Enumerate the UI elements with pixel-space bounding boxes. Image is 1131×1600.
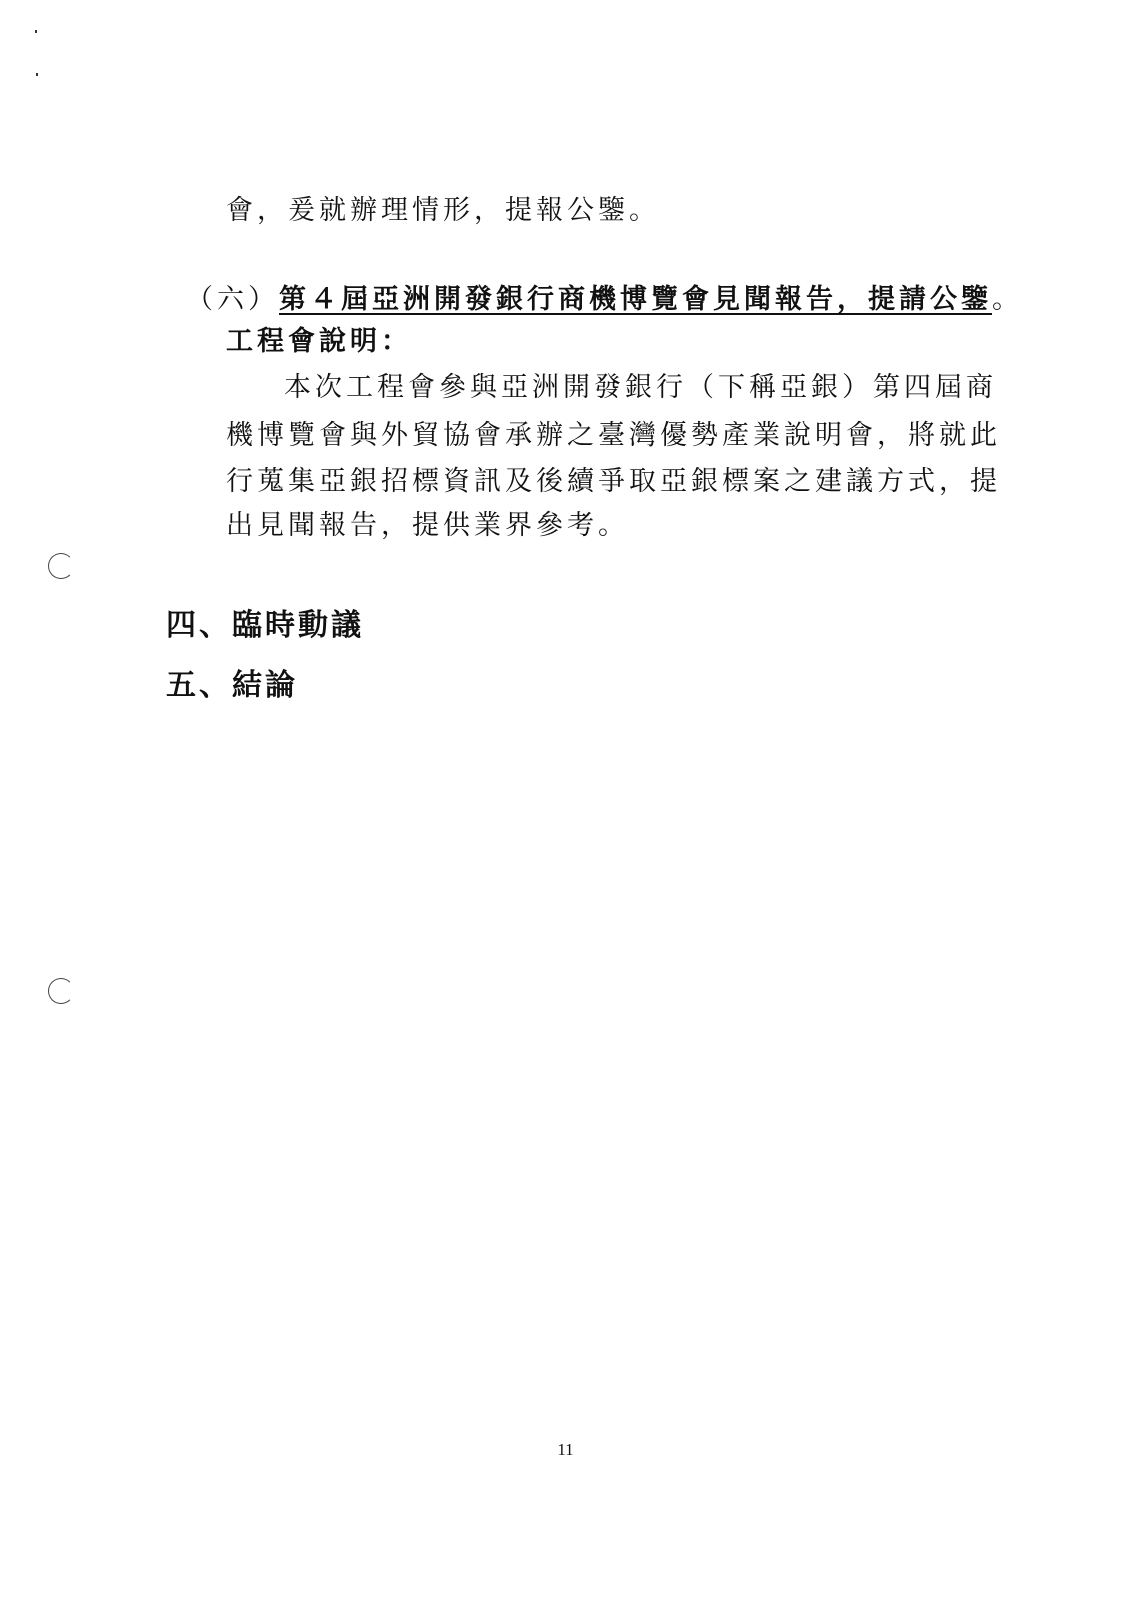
body-line: 機博覽會與外貿協會承辦之臺灣優勢產業說明會，將就此 bbox=[226, 420, 1001, 451]
item-title: 第４屆亞洲開發銀行商機博覽會見聞報告，提請公鑒 bbox=[279, 284, 992, 315]
item-number: （六） bbox=[186, 284, 279, 315]
scan-mark bbox=[35, 30, 37, 33]
continuation-text: 會，爰就辦理情形，提報公鑒。 bbox=[226, 195, 660, 226]
scan-mark bbox=[36, 73, 38, 76]
section-4-heading: 四、臨時動議 bbox=[166, 608, 364, 643]
item-title-end: 。 bbox=[992, 284, 1023, 315]
section-5-heading: 五、結論 bbox=[166, 668, 298, 703]
explanation-label: 工程會說明： bbox=[226, 326, 412, 357]
body-line: 本次工程會參與亞洲開發銀行（下稱亞銀）第四屆商 bbox=[284, 372, 997, 403]
item-6-heading bbox=[186, 282, 1023, 318]
page-number: 11 bbox=[557, 1440, 574, 1459]
body-line: 出見聞報告，提供業界參考。 bbox=[226, 510, 629, 541]
binder-hole-icon bbox=[48, 978, 74, 1004]
body-line: 行蒐集亞銀招標資訊及後續爭取亞銀標案之建議方式，提 bbox=[226, 466, 1001, 497]
binder-hole-icon bbox=[48, 553, 74, 579]
